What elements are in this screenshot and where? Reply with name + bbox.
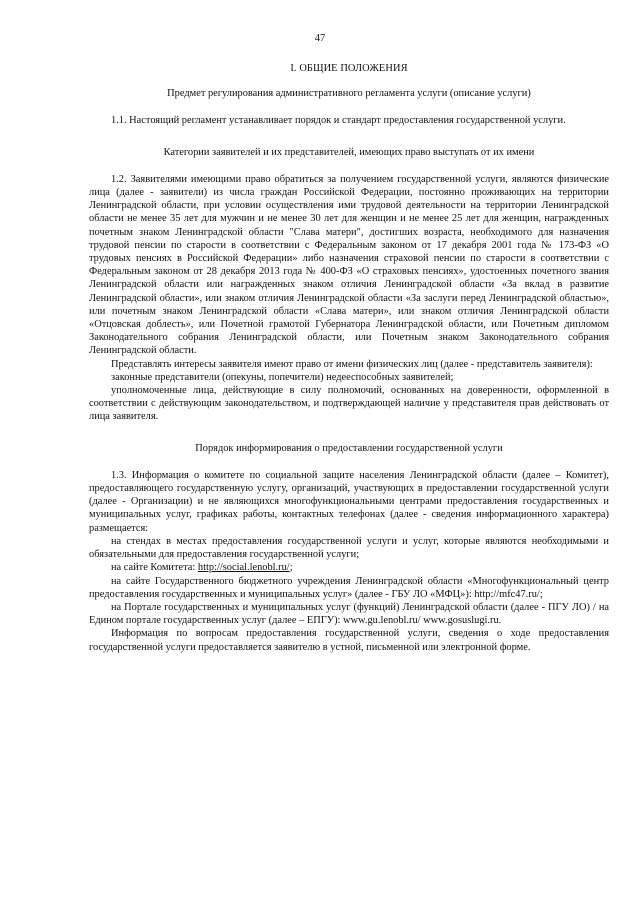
paragraph-1-3: 1.3. Информация о комитете по социальной защите населения Ленинградской области (далее – Комитет), предоставляющего государственную услугу, организаций, участвующих в предоставлении государственной услуги (далее - Организации) и не являющихся многофункциональными центрами предоставления государственных и муниципальных услуг, графиках работы, контактных телефонах (далее - сведения информационного характера) размещается: [89, 469, 609, 534]
section-heading: I. ОБЩИЕ ПОЛОЖЕНИЯ [290, 63, 408, 74]
subheading-applicants: Категории заявителей и их представителей, имеющих право выступать от их имени [163, 146, 535, 158]
paragraph-1-1: 1.1. Настоящий регламент устанавливает порядок и стандарт предоставления государственной услуги. [111, 115, 566, 127]
paragraph-mfc-site: на сайте Государственного бюджетного учреждения Ленинградской области «Многофункциональный центр предоставления государственных и муниципальных услуг» (далее - ГБУ ЛО «МФЦ»): http://mfc47.ru/; [89, 575, 609, 600]
paragraph-authorized-persons: уполномоченные лица, действующие в силу полномочий, основанных на доверенности, оформленной в соответствии с действующим законодательством, и подтверждающей наличие у представителя прав действовать от лица заявителя. [89, 385, 609, 423]
committee-site-suffix: ; [289, 562, 293, 574]
paragraph-portal: на Портале государственных и муниципальных услуг (функций) Ленинградской области (далее - ПГУ ЛО) / на Едином портале государственных услуг (далее – ЕПГУ): www.gu.lenobl.ru/ www.gosuslugi.ru. [89, 601, 609, 627]
paragraph-stands: на стендах в местах предоставления государственной услуги и услуг, которые являются необходимыми и обязательными для предоставления государственной услуги; [89, 535, 609, 561]
document-body [89, 62, 609, 654]
committee-site-prefix: на сайте Комитета: [111, 562, 198, 574]
paragraph-legal-representatives: законные представители (опекуны, попечители) недееспособных заявителей; [111, 371, 454, 383]
page-number: 47 [314, 33, 326, 44]
paragraph-representatives: Представлять интересы заявителя имеют право от имени физических лиц (далее - представитель заявителя): [111, 358, 593, 370]
committee-site-link[interactable]: http://social.lenobl.ru/ [197, 562, 290, 574]
subheading-subject: Предмет регулирования административного регламента услуги (описание услуги) [167, 88, 531, 100]
paragraph-information: Информация по вопросам предоставления государственной услуги, сведения о ходе предоставления государственной услуги предоставляется заявителю в устной, письменной или электронной форме. [89, 628, 609, 653]
paragraph-1-2: 1.2. Заявителями имеющими право обратиться за получением государственной услуги, являются физические лица (далее - заявители) из числа граждан Российской Федерации, постоянно проживающих на территории Ленинградской области, при условии осуществления ими трудовой деятельности на территории Ленинградской области не менее 35 лет для мужчин и не менее 30 лет для женщин и не менее 25 лет для женщин, награжденных почетным знаком Ленинградской области "Слава матери", достигших возраста, необходимого для назначения трудовой пенсии по старости в соответствии с Федеральным законом от 17 декабря 2001 года № 173-ФЗ «О трудовых пенсиях в Российской Федерации» либо назначения страховой пенсии по старости в соответствии с Федеральным законом от 28 декабря 2013 года № 400-ФЗ «О страховых пенсиях», удостоенных почетного звания Ленинградской области или награжденных знаком отличия Ленинградской области «За вклад в развитие Ленинградской области», или знаком отличия Ленинградской области «За заслуги перед Ленинградской областью», или почетным знаком Ленинградской области «Слава матери», или знаком отличия Ленинградской области «Отцовская доблесть», или Почетной грамотой Губернатора Ленинградской области, или Почетным дипломом Законодательного собрания Ленинградской области, или Почетным знаком Законодательного собрания Ленинградской области. [89, 173, 609, 357]
paragraph-committee-site [89, 561, 609, 574]
subheading-informing: Порядок информирования о предоставлении государственной услуги [195, 442, 503, 454]
